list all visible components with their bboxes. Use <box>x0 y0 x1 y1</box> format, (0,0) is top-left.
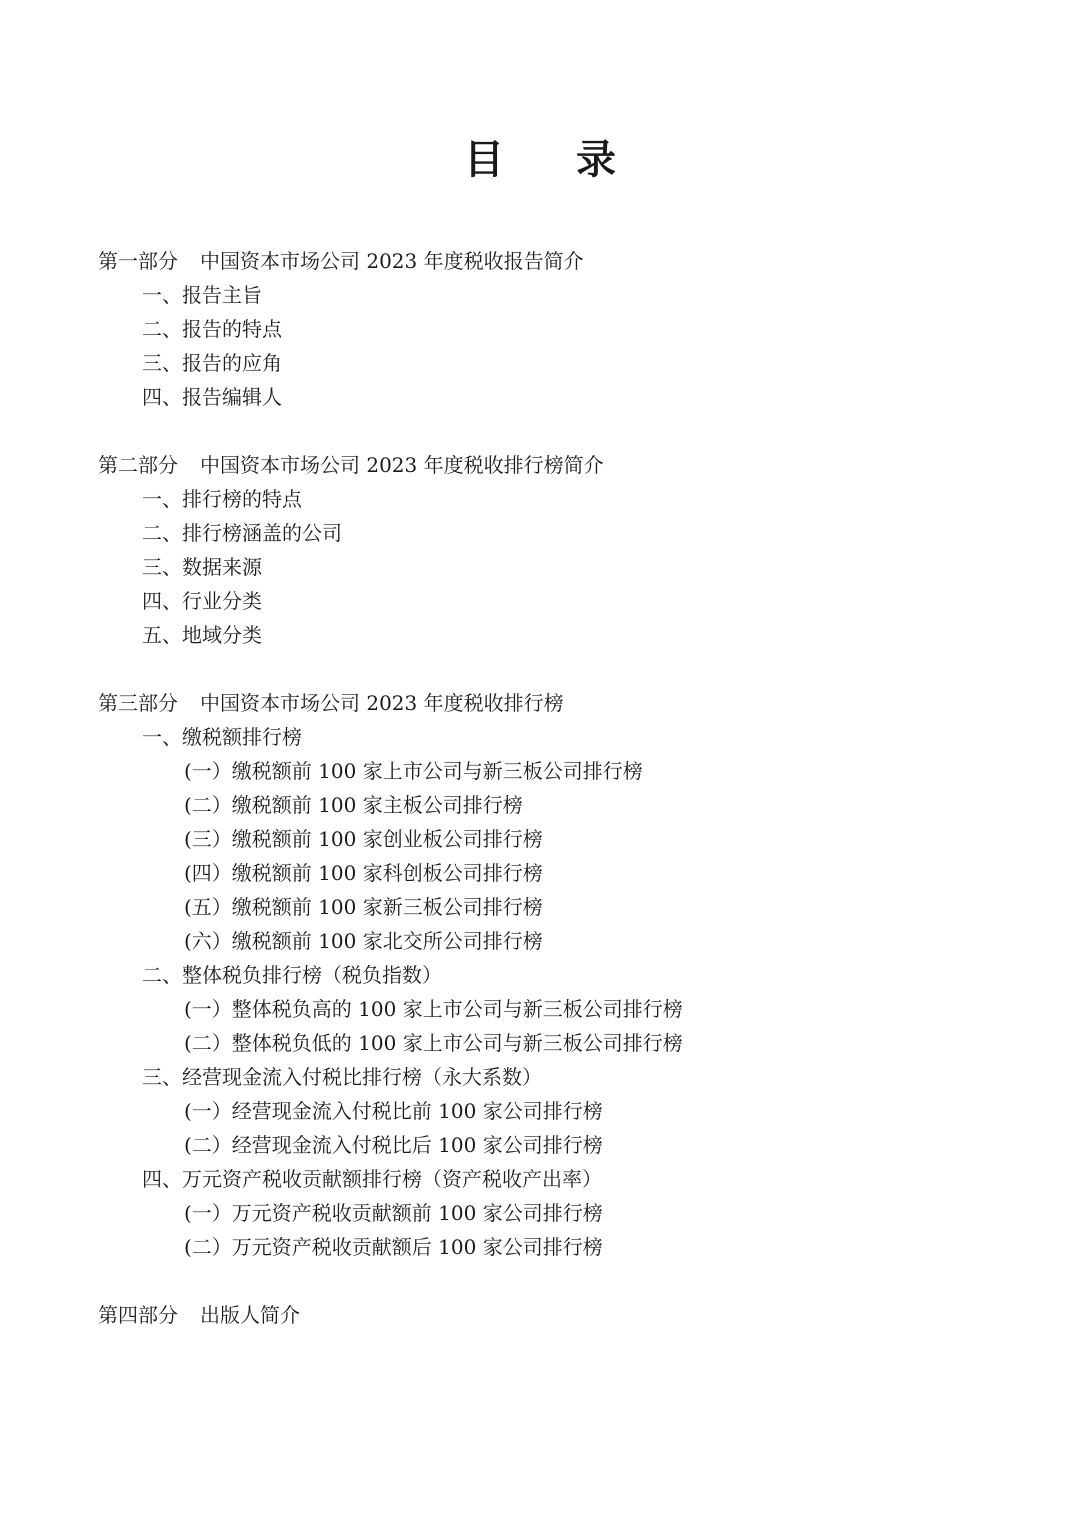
toc-part-label: 第三部分 <box>98 691 178 715</box>
toc-section-item[interactable]: 二、报告的特点 <box>142 317 282 341</box>
toc-part <box>0 1298 1080 1332</box>
toc-part-heading[interactable] <box>0 244 1080 278</box>
toc-part-title: 出版人简介 <box>200 1303 300 1327</box>
toc-subsection-item[interactable]: (三）缴税额前 100 家创业板公司排行榜 <box>184 827 543 851</box>
toc-part-title: 中国资本市场公司 2023 年度税收排行榜简介 <box>200 453 604 477</box>
toc-subsection-item[interactable]: (一）经营现金流入付税比前 100 家公司排行榜 <box>184 1099 603 1123</box>
toc-section-item[interactable]: 四、报告编辑人 <box>142 385 282 409</box>
toc-subsection-item[interactable]: (二）缴税额前 100 家主板公司排行榜 <box>184 793 523 817</box>
toc-section-item[interactable]: 三、数据来源 <box>142 555 262 579</box>
toc-subsection-item[interactable]: (四）缴税额前 100 家科创板公司排行榜 <box>184 861 543 885</box>
toc-subsection-item[interactable]: (六）缴税额前 100 家北交所公司排行榜 <box>184 929 543 953</box>
toc-subsection-item[interactable]: (五）缴税额前 100 家新三板公司排行榜 <box>184 895 543 919</box>
toc-part-heading[interactable] <box>0 1298 1080 1332</box>
toc-subsection-item[interactable]: (二）整体税负低的 100 家上市公司与新三板公司排行榜 <box>184 1031 683 1055</box>
toc-subsection-item[interactable]: (二）万元资产税收贡献额后 100 家公司排行榜 <box>184 1235 603 1259</box>
toc-section-item[interactable]: 三、报告的应角 <box>142 351 282 375</box>
toc-section-item[interactable]: 一、报告主旨 <box>142 283 262 307</box>
toc-section-item[interactable]: 一、缴税额排行榜 <box>142 725 302 749</box>
toc-part-title: 中国资本市场公司 2023 年度税收报告简介 <box>200 249 584 273</box>
toc-part-heading[interactable] <box>0 686 1080 720</box>
toc-section-item[interactable]: 四、万元资产税收贡献额排行榜（资产税收产出率） <box>142 1167 602 1191</box>
toc-part-label: 第一部分 <box>98 249 178 273</box>
toc-section-item[interactable]: 二、排行榜涵盖的公司 <box>142 521 342 545</box>
page-title-char-2: 录 <box>576 137 616 183</box>
toc-part-heading[interactable] <box>0 448 1080 482</box>
toc-subsection-item[interactable]: (二）经营现金流入付税比后 100 家公司排行榜 <box>184 1133 603 1157</box>
page-title-char-1: 目 <box>464 137 504 183</box>
toc-part-label: 第二部分 <box>98 453 178 477</box>
toc-part-label: 第四部分 <box>98 1303 178 1327</box>
toc-section-item[interactable]: 五、地域分类 <box>142 623 262 647</box>
toc-part <box>0 244 1080 414</box>
toc-section-item[interactable]: 二、整体税负排行榜（税负指数） <box>142 963 442 987</box>
toc-part <box>0 448 1080 652</box>
page-title <box>0 132 1080 188</box>
table-of-contents <box>0 244 1080 1366</box>
toc-part <box>0 686 1080 1264</box>
toc-subsection-item[interactable]: (一）万元资产税收贡献额前 100 家公司排行榜 <box>184 1201 603 1225</box>
toc-section-item[interactable]: 一、排行榜的特点 <box>142 487 302 511</box>
toc-section-item[interactable]: 三、经营现金流入付税比排行榜（永大系数） <box>142 1065 542 1089</box>
toc-section-item[interactable]: 四、行业分类 <box>142 589 262 613</box>
toc-part-title: 中国资本市场公司 2023 年度税收排行榜 <box>200 691 564 715</box>
toc-subsection-item[interactable]: (一）整体税负高的 100 家上市公司与新三板公司排行榜 <box>184 997 683 1021</box>
toc-subsection-item[interactable]: (一）缴税额前 100 家上市公司与新三板公司排行榜 <box>184 759 643 783</box>
